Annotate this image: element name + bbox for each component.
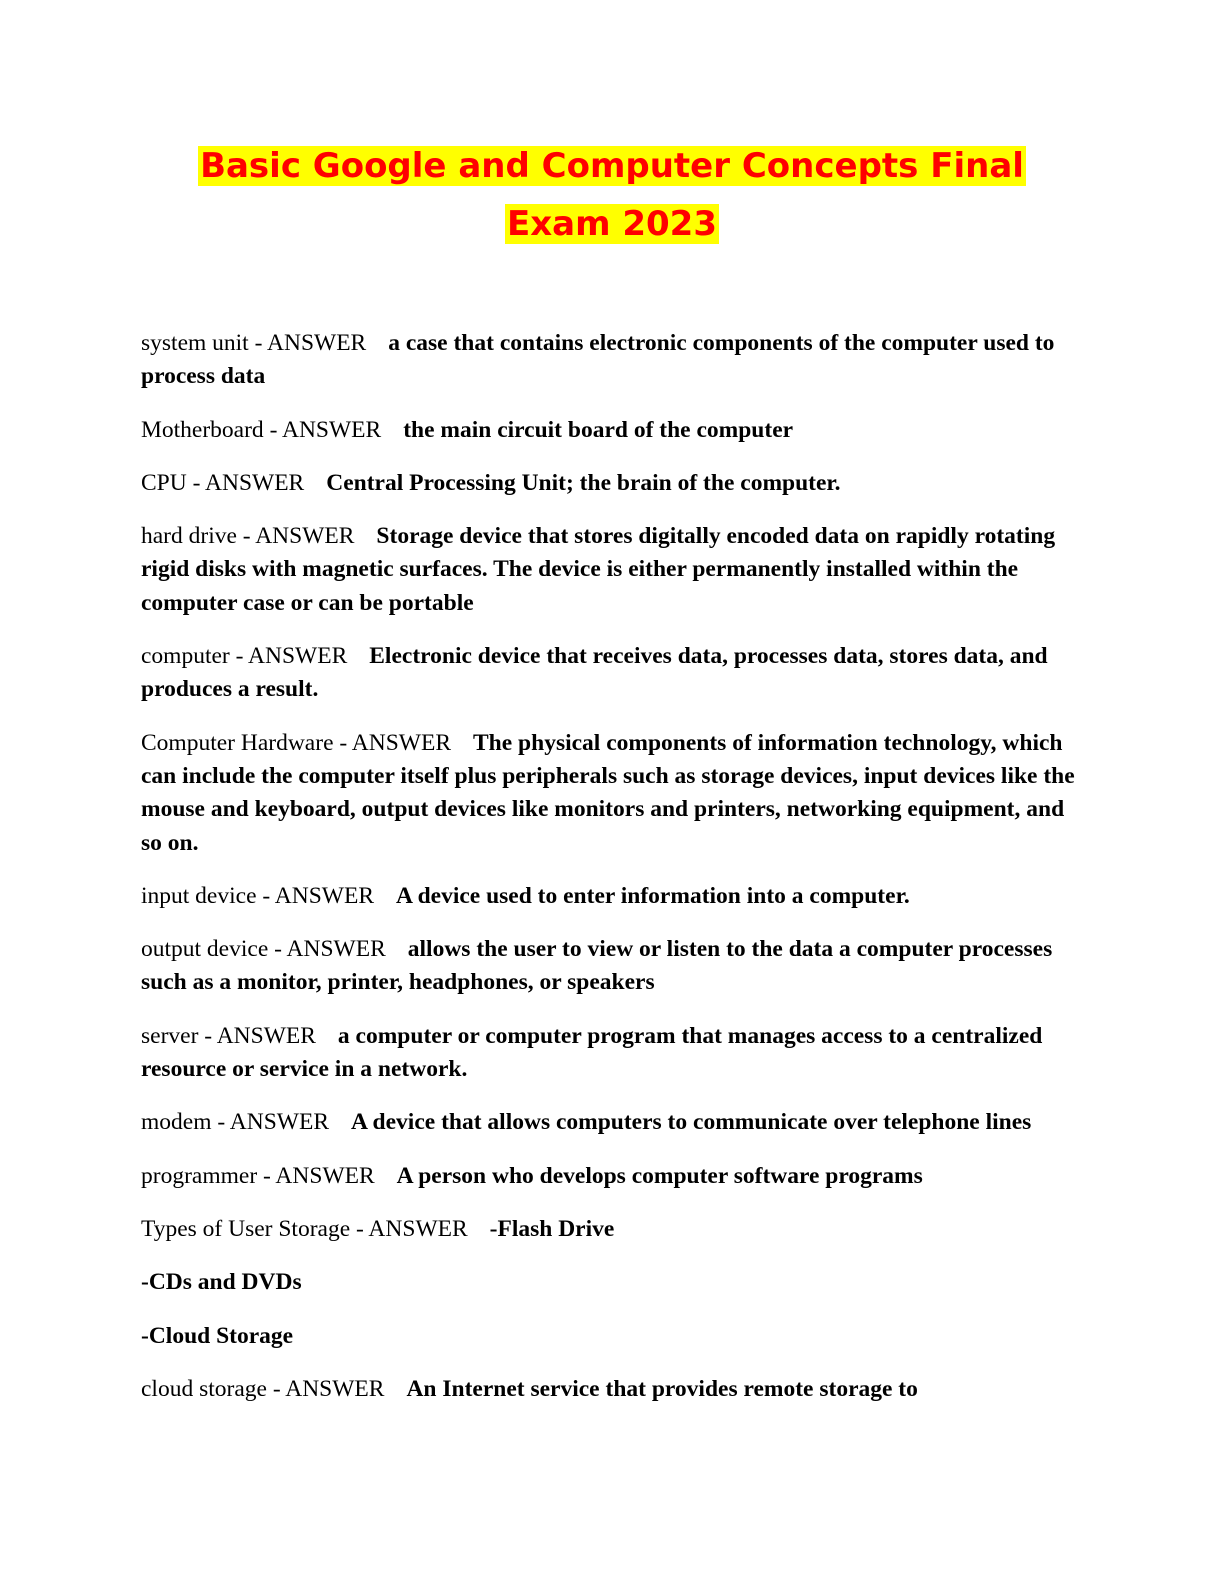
entry-term: computer bbox=[141, 643, 230, 670]
flashcard-entry bbox=[141, 1160, 1076, 1193]
flashcard-entry bbox=[141, 327, 1076, 394]
entry-definition: A device that allows computers to communicate over telephone lines bbox=[351, 1109, 1032, 1136]
entry-definition: An Internet service that provides remote storage to bbox=[406, 1375, 918, 1402]
entry-term: modem bbox=[141, 1109, 212, 1136]
flashcard-entry bbox=[141, 1373, 1076, 1406]
entry-term: CPU bbox=[141, 469, 187, 496]
flashcard-entry bbox=[141, 727, 1076, 860]
answer-label: - ANSWER bbox=[333, 729, 451, 756]
entry-term: hard drive bbox=[141, 523, 237, 550]
entry-definition: the main circuit board of the computer bbox=[403, 416, 794, 443]
entry-term: system unit bbox=[141, 330, 249, 356]
answer-label: - ANSWER bbox=[263, 416, 382, 443]
entry-definition: Central Processing Unit; the brain of the computer. bbox=[326, 469, 841, 496]
flashcard-entry bbox=[141, 520, 1076, 620]
flashcard-entry bbox=[141, 1020, 1076, 1087]
answer-label: - ANSWER bbox=[266, 1375, 385, 1402]
flashcard-entry bbox=[141, 1213, 1076, 1246]
answer-label: - ANSWER bbox=[198, 1022, 316, 1049]
entry-term: cloud storage bbox=[141, 1375, 267, 1402]
flashcard-list bbox=[141, 327, 1076, 1426]
flashcard-entry bbox=[141, 414, 1076, 447]
answer-label: - ANSWER bbox=[248, 330, 367, 356]
entry-definition: The physical components of information technology, which can include the computer itself plus peripherals such as storage devices, input devices like the mouse and keyboard, output devices like monitors and printers, networking equipment, and so on. bbox=[141, 729, 1075, 856]
flashcard-entry bbox=[141, 933, 1076, 1000]
entry-definition: a case that contains electronic components of the computer used to process data bbox=[141, 330, 1055, 390]
entry-definition: Electronic device that receives data, processes data, stores data, and produces a result. bbox=[141, 643, 1048, 703]
entry-term: Computer Hardware bbox=[141, 729, 334, 756]
flashcard-entry bbox=[141, 1106, 1076, 1139]
document-title-line-2 bbox=[0, 204, 1224, 244]
entry-definition: a computer or computer program that manages access to a centralized resource or service in a network. bbox=[141, 1022, 1043, 1083]
answer-label: - ANSWER bbox=[186, 469, 305, 496]
entry-term: input device bbox=[141, 882, 257, 909]
document-title-line-1 bbox=[0, 146, 1224, 186]
entry-definition: A person who develops computer software programs bbox=[396, 1162, 923, 1189]
answer-label: - ANSWER bbox=[256, 882, 375, 909]
entry-term: Motherboard bbox=[141, 416, 264, 443]
entry-definition: -Flash Drive bbox=[489, 1215, 615, 1242]
entry-definition: A device used to enter information into a computer. bbox=[396, 882, 910, 909]
flashcard-entry bbox=[141, 467, 1076, 500]
entry-term: output device bbox=[141, 936, 269, 963]
entry-definition: Storage device that stores digitally encoded data on rapidly rotating rigid disks with magnetic surfaces. The device is either permanently installed within the computer case or can be portable bbox=[141, 523, 1056, 616]
storage-type-line: -Cloud Storage bbox=[141, 1322, 294, 1349]
entry-definition: allows the user to view or listen to the data a computer processes such as a monitor, printer, headphones, or speakers bbox=[141, 936, 1053, 996]
answer-label: - ANSWER bbox=[350, 1215, 468, 1242]
answer-label: - ANSWER bbox=[229, 643, 348, 670]
answer-label: - ANSWER bbox=[211, 1109, 329, 1136]
title-highlight-1: Basic Google and Computer Concepts Final bbox=[200, 146, 1024, 186]
answer-label: - ANSWER bbox=[236, 523, 355, 550]
storage-type-line: -CDs and DVDs bbox=[141, 1269, 302, 1296]
entry-term: server bbox=[141, 1022, 199, 1049]
flashcard-entry bbox=[141, 640, 1076, 707]
entry-term: Types of User Storage bbox=[141, 1215, 351, 1242]
entry-term: programmer bbox=[141, 1162, 258, 1189]
flashcard-entry bbox=[141, 880, 1076, 913]
answer-label: - ANSWER bbox=[268, 936, 386, 963]
answer-label: - ANSWER bbox=[257, 1162, 375, 1189]
title-highlight-2: Exam 2023 bbox=[507, 204, 717, 244]
